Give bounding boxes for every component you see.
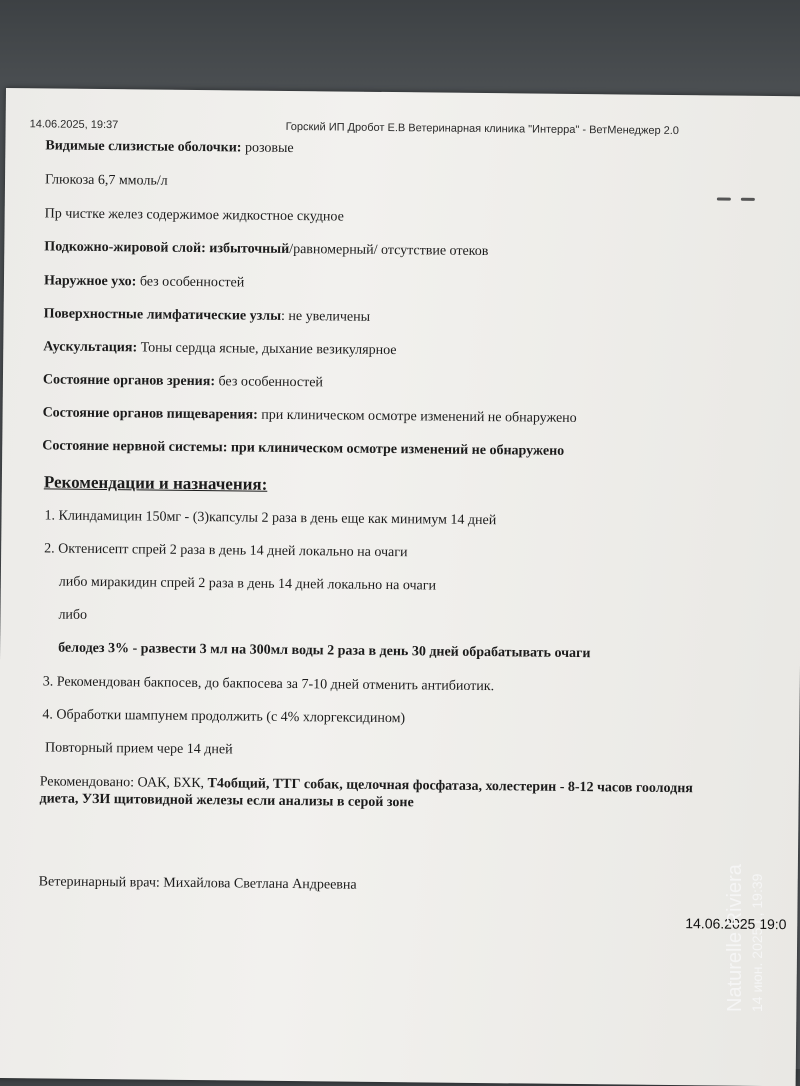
watermark-date: 14 июн. 2025 г., 19:39: [749, 873, 765, 1012]
rec-item-2-alt: либо миракидин спрей 2 раза в день 14 дней локально на очаги: [58, 574, 437, 594]
lymph-value: : не увеличены: [280, 308, 371, 325]
rec-item-3: 3. Рекомендован бакпосев, до бакпосева за 7-10 дней отменить антибиотик.: [42, 674, 495, 695]
fat-value: /равномерный/ отсутствие отеков: [289, 241, 489, 260]
clinic-header: Горский ИП Дробот Е.В Ветеринарная клиника "Интерра" - ВетМенеджер 2.0: [285, 120, 680, 138]
recommendations-heading: Рекомендации и назначения:: [43, 472, 268, 494]
mucosa-label: Видимые слизистые оболочки:: [45, 138, 242, 156]
fat-line: [44, 239, 488, 260]
digestion-line: [43, 405, 577, 427]
print-datetime: 14.06.2025, 19:37: [29, 118, 119, 132]
tests-line-2: диета, УЗИ щитовидной железы если анализы в серой зоне: [39, 791, 414, 811]
auscultation-line: [43, 339, 396, 359]
auscultation-label: Аускультация:: [43, 339, 138, 356]
vision-line: [43, 372, 323, 391]
vision-value: без особенностей: [214, 374, 324, 391]
nervous-line: Состояние нервной системы: при клиническом осмотре изменений не обнаружено: [42, 438, 565, 459]
rec-item-4: 4. Обработки шампунем продолжить (с 4% хлоргексидином): [42, 707, 406, 727]
camera-watermark: [724, 864, 765, 1012]
rec-item-2: 2. Октенисепт спрей 2 раза в день 14 дней локально на очаги: [44, 541, 408, 561]
digestion-label: Состояние органов пищеварения:: [42, 405, 258, 423]
fat-label: Подкожно-жировой слой: избыточный: [44, 239, 290, 257]
footer-datetime: 14.06.2025 19:0: [685, 915, 787, 933]
glucose-line: Глюкоза 6,7 ммоль/л: [44, 172, 168, 189]
mucosa-value: розовые: [241, 140, 294, 157]
lymph-label: Поверхностные лимфатические узлы: [43, 306, 282, 324]
glands-line: Пр чистке желез содержимое жидкостное скудное: [44, 206, 344, 225]
digestion-value: при клиническом осмотре изменений не обнаружено: [257, 407, 577, 426]
mucosa-line: [45, 138, 293, 157]
auscultation-value: Тоны сердца ясные, дыхание везикулярное: [137, 340, 397, 359]
doctor-signature-line: Ветеринарный врач: Михайлова Светлана Андреевна: [38, 874, 357, 893]
lymph-line: [44, 306, 371, 325]
rec-item-2-or: либо: [58, 607, 88, 623]
rec-item-1: 1. Клиндамицин 150мг - (3)капсулы 2 раза в день еще как минимум 14 дней: [44, 508, 497, 529]
rec-item-2-belodez: белодез 3% - развести 3 мл на 300мл воды 2 раза в день 30 дней обрабатывать очаги: [58, 640, 591, 662]
tests-bold: Т4общий, ТТГ собак, щелочная фосфатаза, холестерин - 8-12 часов гоолодня: [207, 776, 693, 797]
tests-plain: Рекомендовано: ОАК, БХК,: [39, 774, 208, 792]
watermark-brand: Naturelle Riviera: [724, 864, 746, 1012]
ear-label: Наружное ухо:: [43, 273, 137, 290]
repeat-visit-line: Повторный прием чере 14 дней: [45, 740, 233, 758]
document-page: [0, 88, 800, 1086]
ear-line: [44, 273, 244, 291]
vision-label: Состояние органов зрения:: [42, 372, 216, 390]
pen-marks: [717, 187, 765, 206]
ear-value: без особенностей: [136, 274, 245, 291]
